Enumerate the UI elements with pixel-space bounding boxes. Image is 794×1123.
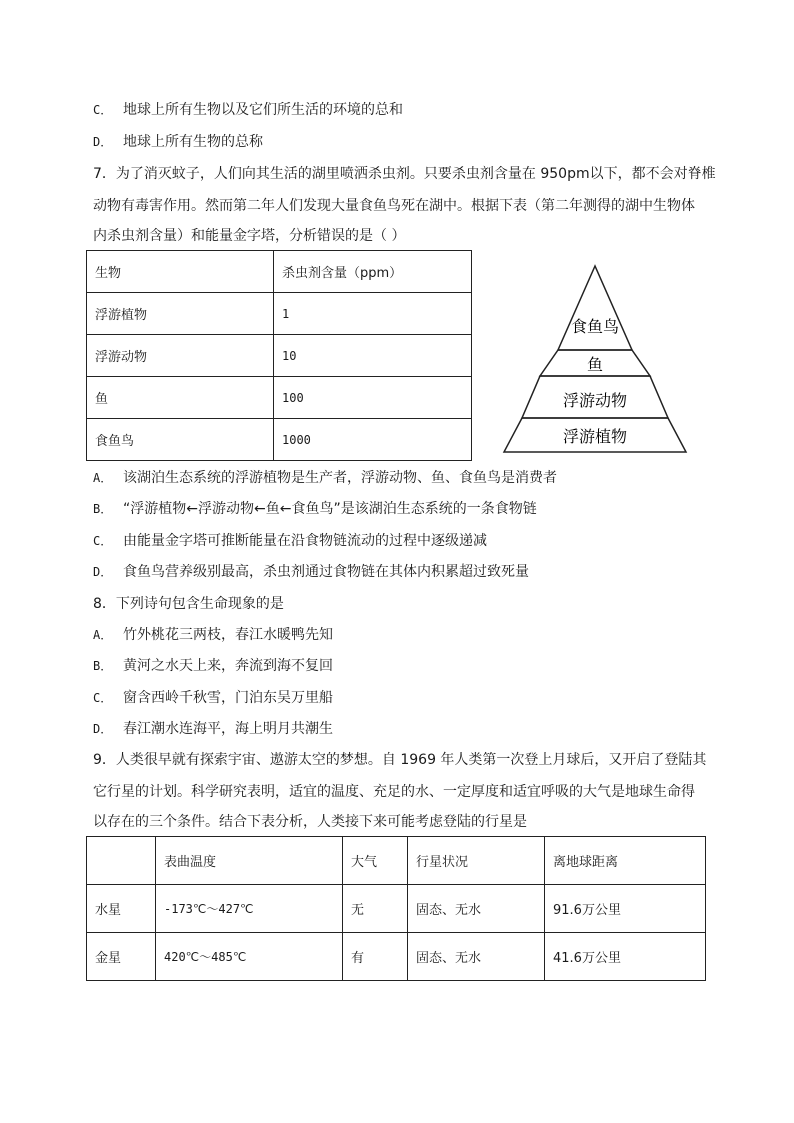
table-header-row <box>87 837 706 885</box>
table-row <box>87 293 472 335</box>
option-label: D． <box>93 135 113 149</box>
q9-stem-line-1: 9．人类很早就有探索宇宙、遨游太空的梦想。自 1969 年人类第一次登上月球后，又开启了登陆其 <box>93 752 707 768</box>
q9-planet-table <box>86 836 706 981</box>
option-text: 竹外桃花三两枝，春江水暖鸭先知 <box>123 627 333 643</box>
table-cell: 无 <box>343 885 408 933</box>
table-cell: 浮游植物 <box>87 293 274 335</box>
option-text: 由能量金字塔可推断能量在沿食物链流动的过程中逐级递减 <box>123 533 487 549</box>
option-label: C． <box>93 534 113 548</box>
table-row <box>87 377 472 419</box>
option-label: B． <box>93 502 113 516</box>
table-row <box>87 885 706 933</box>
table-cell: 420℃～485℃ <box>156 933 343 981</box>
q7-option-a <box>93 468 557 488</box>
q8-option-a <box>93 625 333 645</box>
pyramid-label: 浮游植物 <box>562 427 628 446</box>
table-cell: 1000 <box>274 419 472 461</box>
option-label: A． <box>93 628 113 642</box>
option-text: “浮游植物←浮游动物←鱼←食鱼鸟”是该湖泊生态系统的一条食物链 <box>123 501 537 517</box>
option-text: 地球上所有生物以及它们所生活的环境的总和 <box>123 102 403 118</box>
table-row <box>87 335 472 377</box>
table-cell: 鱼 <box>87 377 274 419</box>
q8-option-d <box>93 719 333 739</box>
q7-pesticide-table <box>86 250 472 461</box>
table-header-row <box>87 251 472 293</box>
option-label: D． <box>93 565 113 579</box>
q7-option-b <box>93 499 537 519</box>
option-label: C． <box>93 691 113 705</box>
table-header-cell: 行星状况 <box>408 837 545 885</box>
table-cell: 水星 <box>87 885 156 933</box>
table-cell: 10 <box>274 335 472 377</box>
option-text: 地球上所有生物的总称 <box>123 134 263 150</box>
table-cell: 固态、无水 <box>408 933 545 981</box>
q7-stem-line-2: 动物有毒害作用。然而第二年人们发现大量食鱼鸟死在湖中。根据下表（第二年测得的湖中生物体 <box>93 198 695 214</box>
table-header-cell: 生物 <box>87 251 274 293</box>
q8-option-b <box>93 656 333 676</box>
energy-pyramid <box>500 262 690 454</box>
option-text: 窗含西岭千秋雪，门泊东吴万里船 <box>123 690 333 706</box>
q7-option-d <box>93 562 529 582</box>
option-text: 黄河之水天上来，奔流到海不复回 <box>123 658 333 674</box>
option-text: 春江潮水连海平，海上明月共潮生 <box>123 721 333 737</box>
table-row <box>87 419 472 461</box>
q7-stem-line-3: 内杀虫剂含量）和能量金字塔，分析错误的是（ ） <box>93 228 406 244</box>
table-cell: 100 <box>274 377 472 419</box>
option-text: 食鱼鸟营养级别最高，杀虫剂通过食物链在其体内积累超过致死量 <box>123 564 529 580</box>
q6-option-d <box>93 132 263 152</box>
table-header-cell <box>87 837 156 885</box>
q9-stem-line-3: 以存在的三个条件。结合下表分析，人类接下来可能考虑登陆的行星是 <box>93 814 527 830</box>
pyramid-label: 浮游动物 <box>562 391 628 410</box>
table-header-cell: 杀虫剂含量（ppm） <box>274 251 472 293</box>
table-header-cell: 离地球距离 <box>545 837 706 885</box>
table-cell: 金星 <box>87 933 156 981</box>
table-cell: 91.6万公里 <box>545 885 706 933</box>
table-cell: 有 <box>343 933 408 981</box>
pyramid-label: 食鱼鸟 <box>570 317 620 336</box>
q7-stem-line-1: 7．为了消灭蚊子，人们向其生活的湖里喷洒杀虫剂。只要杀虫剂含量在 950pm以下，都不会对脊椎 <box>93 166 716 182</box>
table-cell: 固态、无水 <box>408 885 545 933</box>
table-cell: 食鱼鸟 <box>87 419 274 461</box>
table-cell: 浮游动物 <box>87 335 274 377</box>
option-text: 该湖泊生态系统的浮游植物是生产者，浮游动物、鱼、食鱼鸟是消费者 <box>123 470 557 486</box>
q9-stem-line-2: 它行星的计划。科学研究表明，适宜的温度、充足的水、一定厚度和适宜呼吸的大气是地球生命得 <box>93 784 695 800</box>
q8-option-c <box>93 688 333 708</box>
option-label: A． <box>93 471 113 485</box>
pyramid-tier-top <box>558 266 632 350</box>
option-label: D． <box>93 722 113 736</box>
q6-option-c <box>93 100 403 120</box>
table-header-cell: 表曲温度 <box>156 837 343 885</box>
table-cell: 1 <box>274 293 472 335</box>
option-label: B． <box>93 659 113 673</box>
q7-option-c <box>93 531 487 551</box>
pyramid-label: 鱼 <box>586 355 604 374</box>
q8-stem: 8．下列诗句包含生命现象的是 <box>93 596 284 612</box>
table-row <box>87 933 706 981</box>
table-cell: -173℃～427℃ <box>156 885 343 933</box>
table-header-cell: 大气 <box>343 837 408 885</box>
table-cell: 41.6万公里 <box>545 933 706 981</box>
option-label: C． <box>93 103 113 117</box>
